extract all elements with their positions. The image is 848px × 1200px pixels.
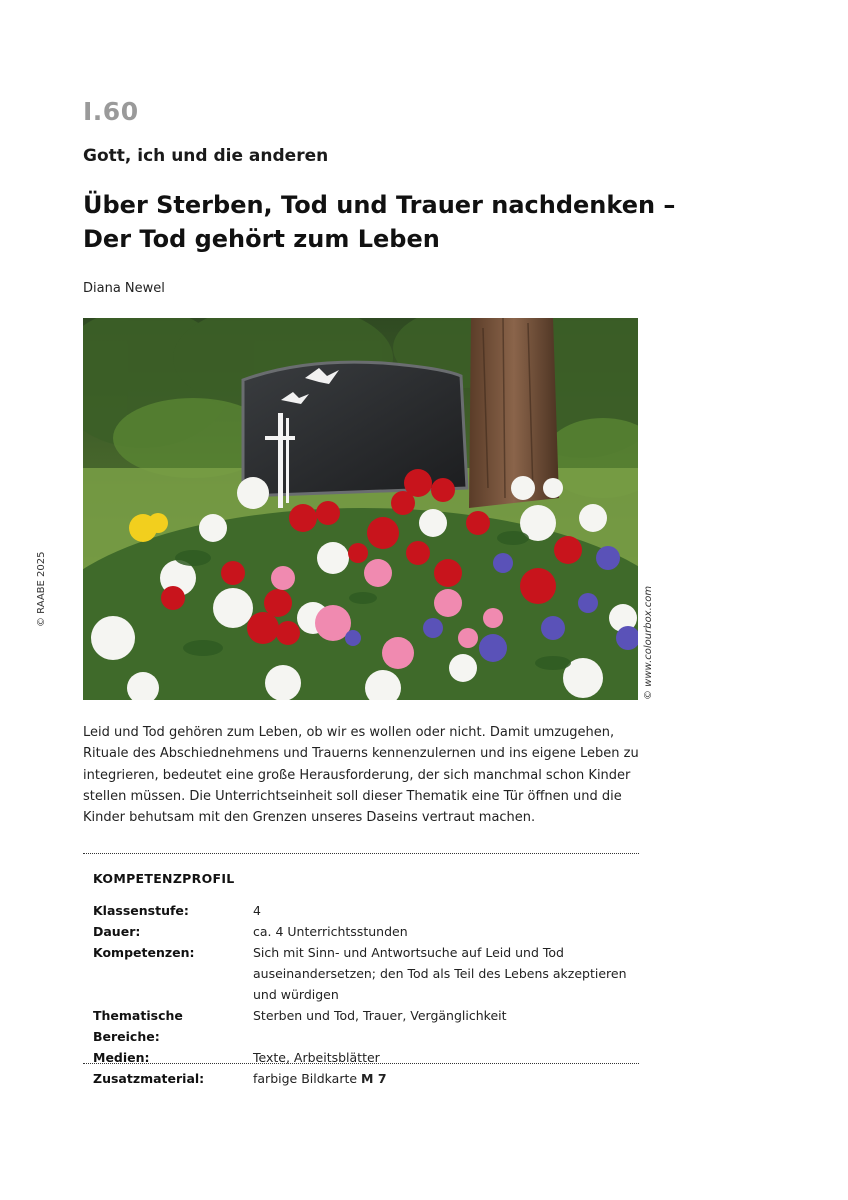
- author-name: Diana Newel: [83, 281, 165, 296]
- profile-row: [93, 942, 638, 1005]
- profile-value-text: farbige Bildkarte: [253, 1071, 362, 1086]
- side-copyright: © RAABE 2025: [36, 551, 47, 627]
- profile-row: [93, 1047, 638, 1068]
- profile-label: Thematische Bereiche:: [93, 1008, 183, 1044]
- profile-value: Sterben und Tod, Trauer, Vergänglichkeit: [253, 1008, 507, 1023]
- profile-row: [93, 1068, 638, 1089]
- profile-row: [93, 1005, 638, 1047]
- page-title: [83, 188, 683, 256]
- profile-heading: KOMPETENZPROFIL: [93, 871, 235, 886]
- profile-value: 4: [253, 903, 261, 918]
- profile-value: Sich mit Sinn- und Antwortsuche auf Leid und Tod auseinandersetzen; den Tod als Teil des Lebens akzeptieren und würdigen: [253, 945, 627, 1002]
- profile-label: Zusatzmaterial:: [93, 1071, 205, 1086]
- series-title: Gott, ich und die anderen: [83, 146, 329, 166]
- profile-label: Klassenstufe:: [93, 903, 189, 918]
- profile-value: ca. 4 Unterrichtsstunden: [253, 924, 408, 939]
- title-line-2: Der Tod gehört zum Leben: [83, 225, 440, 253]
- profile-label: Kompetenzen:: [93, 945, 195, 960]
- profile-row: [93, 900, 638, 921]
- grave-flowers-photo: [83, 318, 638, 700]
- image-credit: © www.colourbox.com: [643, 585, 654, 700]
- profile-value: Texte, Arbeitsblätter: [253, 1050, 380, 1065]
- intro-paragraph: Leid und Tod gehören zum Leben, ob wir es wollen oder nicht. Damit umzugehen, Rituale des Abschiednehmens und Trauerns kennenzulernen und ins eigene Leben zu integrieren, bedeutet eine große Herausforderung, der sich manchmal schon Kinder stellen müssen. Die Unterrichtseinheit soll dieser Thematik eine Tür öffnen und die Kinder behutsam mit den Grenzen unseres Daseins vertraut machen.: [83, 725, 639, 826]
- profile-value: [253, 1068, 638, 1089]
- profile-value-bold: M 7: [361, 1071, 387, 1086]
- title-line-1: Über Sterben, Tod und Trauer nachdenken –: [83, 191, 676, 219]
- profile-label: Medien:: [93, 1050, 150, 1065]
- competence-profile: [93, 871, 638, 1089]
- divider-bottom: [83, 1063, 639, 1064]
- profile-label: Dauer:: [93, 924, 141, 939]
- profile-row: [93, 921, 638, 942]
- divider-top: [83, 853, 639, 854]
- chapter-code: I.60: [83, 97, 139, 126]
